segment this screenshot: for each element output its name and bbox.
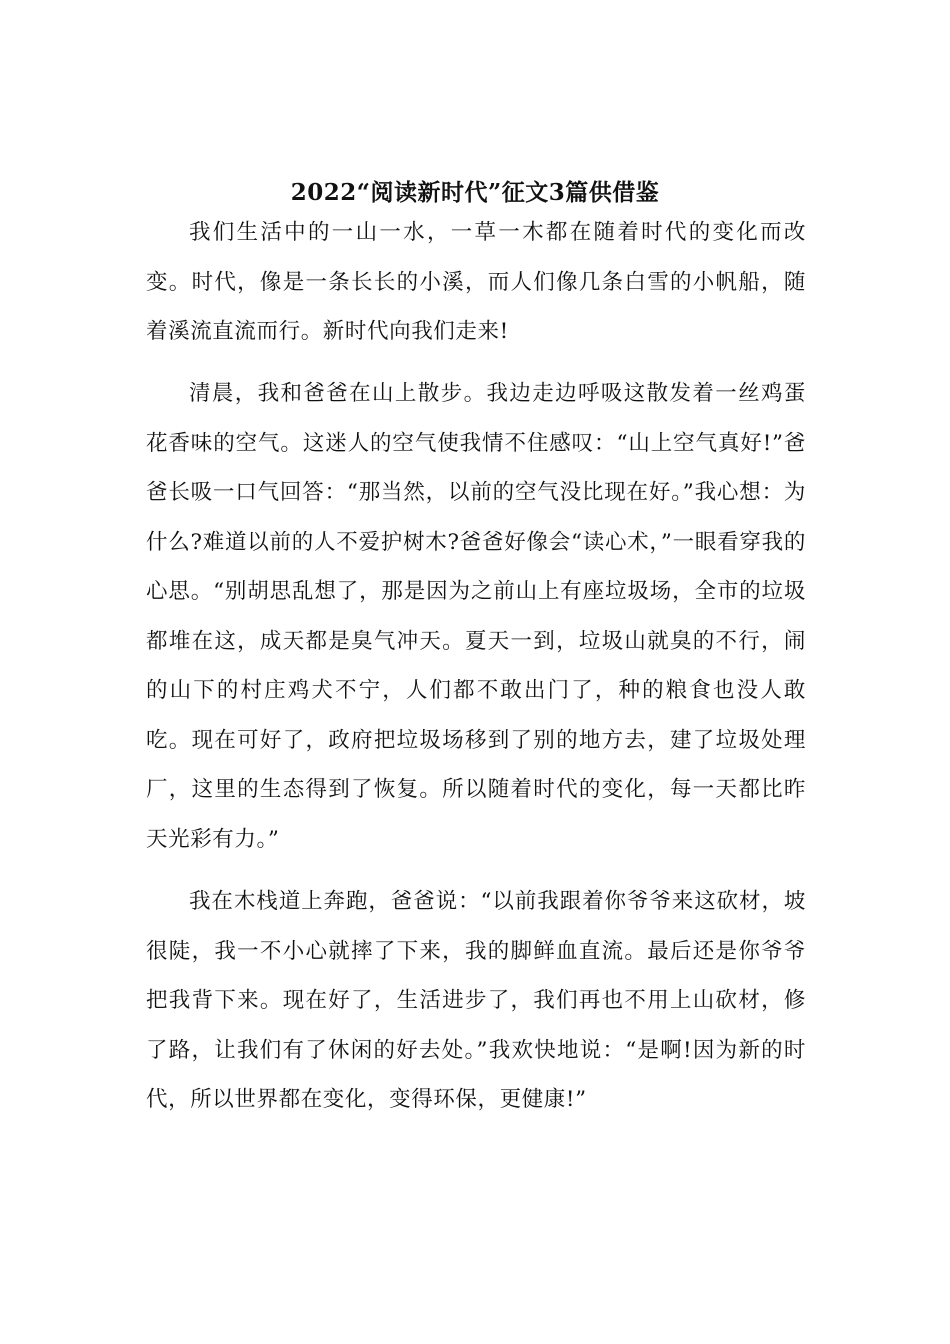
paragraph-2: 清晨，我和爸爸在山上散步。我边走边呼吸这散发着一丝鸡蛋花香味的空气。这迷人的空气使我情不住感叹：“山上空气真好!”爸爸长吸一口气回答：“那当然，以前的空气没比现在好。”我心想：为什么?难道以前的人不爱护树木?爸爸好像会“读心术，”一眼看穿我的心思。“别胡思乱想了，那是因为之前山上有座垃圾场，全市的垃圾都堆在这，成天都是臭气冲天。夏天一到，垃圾山就臭的不行，闹的山下的村庄鸡犬不宁，人们都不敢出门了，种的粮食也没人敢吃。现在可好了，政府把垃圾场移到了别的地方去，建了垃圾处理厂，这里的生态得到了恢复。所以随着时代的变化，每一天都比昨天光彩有力。” xyxy=(146,381,806,852)
paragraph-3: 我在木栈道上奔跑，爸爸说：“以前我跟着你爷爷来这砍材，坡很陡，我一不小心就摔了下来，我的脚鲜血直流。最后还是你爷爷把我背下来。现在好了，生活进步了，我们再也不用上山砍材，修了路，让我们有了休闲的好去处。”我欢快地说：“是啊!因为新的时代，所以世界都在变化，变得环保，更健康!” xyxy=(146,889,806,1112)
paragraph-1: 我们生活中的一山一水，一草一木都在随着时代的变化而改变。时代，像是一条长长的小溪，而人们像几条白雪的小帆船，随着溪流直流而行。新时代向我们走来! xyxy=(146,220,806,344)
document-title: 2022“阅读新时代”征文3篇供借鉴 xyxy=(290,179,660,207)
